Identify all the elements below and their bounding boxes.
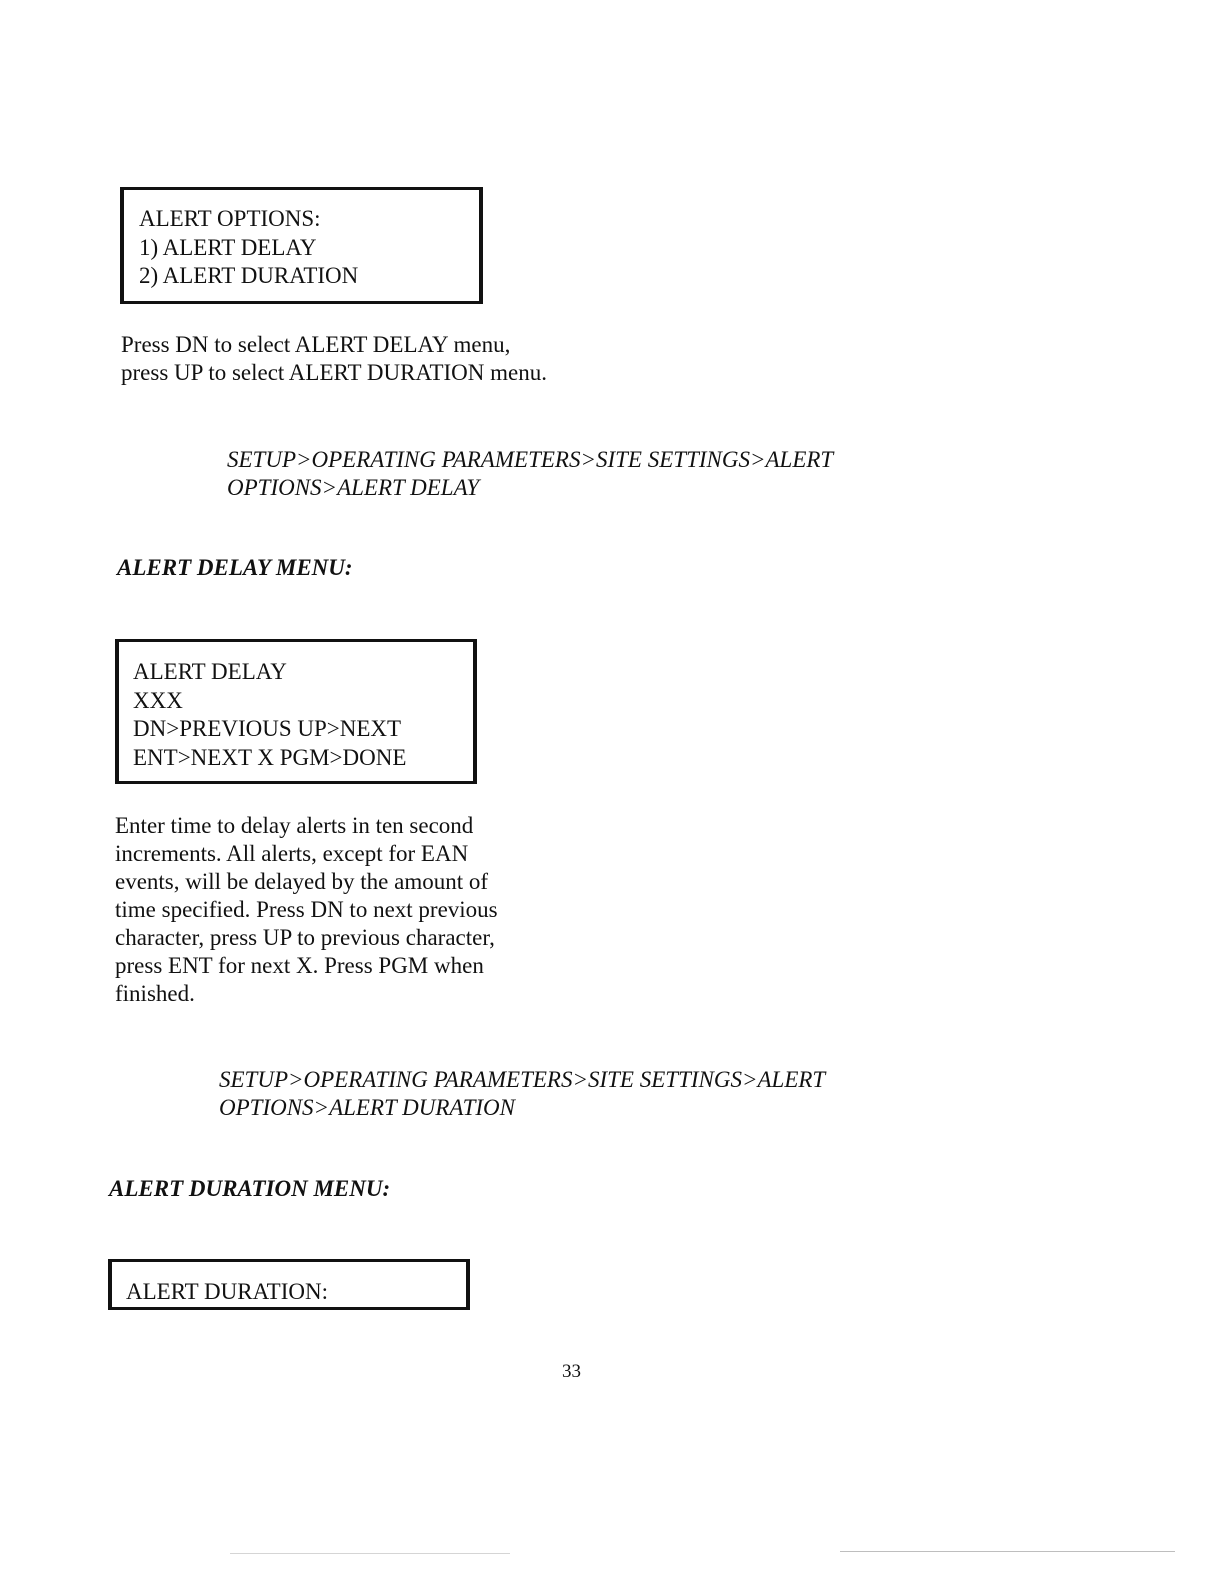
alert-options-display	[120, 187, 483, 304]
display-line: ALERT DURATION:	[126, 1279, 328, 1304]
scan-artifact-line	[840, 1551, 1175, 1552]
display-line: 1) ALERT DELAY	[139, 234, 317, 260]
path-line: SETUP>OPERATING PARAMETERS>SITE SETTINGS>ALERT	[219, 1067, 826, 1092]
path-line: OPTIONS>ALERT DURATION	[219, 1095, 516, 1120]
text-line: press UP to select ALERT DURATION menu.	[121, 360, 547, 385]
display-line: ENT>NEXT X PGM>DONE	[133, 744, 407, 770]
text-line: Press DN to select ALERT DELAY menu,	[121, 332, 511, 357]
text-line: character, press UP to previous character,	[115, 925, 495, 950]
display-line: DN>PREVIOUS UP>NEXT	[133, 716, 402, 741]
alert-options-instructions	[121, 331, 547, 387]
page-number: 33	[562, 1361, 581, 1382]
display-line: XXX	[133, 687, 183, 713]
alert-delay-menu-path	[227, 446, 833, 502]
text-line: events, will be delayed by the amount of	[115, 869, 489, 894]
alert-duration-menu-path	[219, 1066, 825, 1122]
path-line: SETUP>OPERATING PARAMETERS>SITE SETTINGS>ALERT	[227, 447, 834, 472]
text-line: finished.	[115, 981, 195, 1006]
alert-duration-menu-heading: ALERT DURATION MENU:	[109, 1176, 391, 1201]
text-line: Enter time to delay alerts in ten second	[115, 813, 474, 838]
text-line: time specified. Press DN to next previous	[115, 897, 498, 922]
alert-delay-instructions	[115, 812, 498, 1008]
path-line: OPTIONS>ALERT DELAY	[227, 475, 480, 500]
text-line: increments. All alerts, except for EAN	[115, 841, 469, 866]
alert-duration-display	[108, 1259, 470, 1310]
display-line: ALERT DELAY	[133, 659, 287, 684]
alert-delay-menu-heading: ALERT DELAY MENU:	[117, 555, 353, 580]
text-line: press ENT for next X. Press PGM when	[115, 953, 484, 978]
display-line: ALERT OPTIONS:	[139, 206, 321, 231]
alert-delay-display	[115, 639, 477, 784]
display-line: 2) ALERT DURATION	[139, 263, 359, 288]
scan-artifact-line	[230, 1553, 510, 1554]
